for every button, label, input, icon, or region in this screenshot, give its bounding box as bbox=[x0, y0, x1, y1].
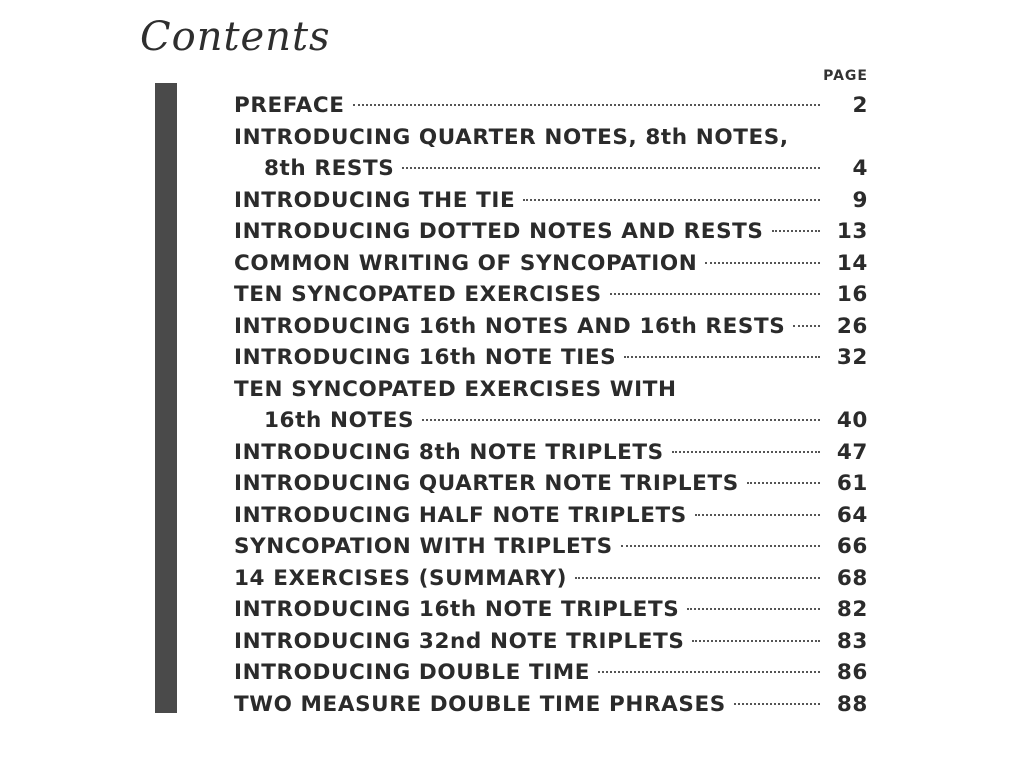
toc-page-number: 61 bbox=[836, 471, 868, 496]
toc-entry-line bbox=[234, 500, 868, 532]
toc-page-number: 9 bbox=[852, 187, 868, 213]
page-title: Contents bbox=[140, 14, 331, 60]
toc-page-number: 68 bbox=[836, 565, 868, 591]
toc-page-number: 16 bbox=[836, 282, 868, 307]
dot-leader bbox=[687, 608, 820, 610]
toc-entry bbox=[234, 374, 868, 437]
toc-entry-line bbox=[234, 405, 868, 437]
toc-entry-line bbox=[234, 563, 868, 595]
dot-leader bbox=[621, 545, 820, 547]
toc-entry-line bbox=[234, 689, 868, 721]
toc-entry bbox=[234, 216, 868, 248]
toc-page-number: 40 bbox=[836, 408, 868, 433]
toc-entry-line bbox=[234, 248, 868, 280]
toc-entry-line bbox=[234, 594, 868, 626]
toc-entry-line bbox=[234, 90, 868, 122]
toc-page-number: 82 bbox=[836, 597, 868, 622]
toc-entry-title: INTRODUCING DOTTED NOTES AND RESTS bbox=[234, 219, 764, 244]
toc-entry-title: INTRODUCING QUARTER NOTES, 8th NOTES, bbox=[234, 124, 789, 150]
toc-entry-title: 14 EXERCISES (SUMMARY) bbox=[234, 565, 568, 591]
toc-entry bbox=[234, 468, 868, 500]
toc-entry-title: PREFACE bbox=[234, 93, 345, 118]
table-of-contents bbox=[234, 90, 868, 720]
toc-entry-line bbox=[234, 153, 868, 185]
toc-entry bbox=[234, 500, 868, 532]
toc-entry-line bbox=[234, 279, 868, 311]
toc-entry-line bbox=[234, 468, 868, 500]
dot-leader bbox=[598, 671, 820, 673]
dot-leader bbox=[624, 356, 820, 358]
toc-entry-title: INTRODUCING QUARTER NOTE TRIPLETS bbox=[234, 471, 739, 496]
toc-entry bbox=[234, 185, 868, 217]
toc-entry-line bbox=[234, 185, 868, 217]
toc-entry-title: COMMON WRITING OF SYNCOPATION bbox=[234, 250, 698, 276]
toc-page-number: 14 bbox=[836, 250, 868, 276]
toc-page-number: 4 bbox=[852, 156, 868, 181]
toc-entry-title: INTRODUCING 8th NOTE TRIPLETS bbox=[234, 439, 664, 465]
toc-entry-title: INTRODUCING DOUBLE TIME bbox=[234, 660, 591, 685]
decorative-side-bar bbox=[155, 83, 177, 713]
dot-leader bbox=[523, 199, 820, 201]
toc-entry-line bbox=[234, 437, 868, 469]
toc-entry-title: TEN SYNCOPATED EXERCISES WITH bbox=[234, 376, 677, 402]
toc-entry-title: INTRODUCING HALF NOTE TRIPLETS bbox=[234, 502, 687, 528]
toc-entry-line bbox=[234, 626, 868, 658]
toc-entry-line bbox=[234, 657, 868, 689]
toc-entry-line bbox=[234, 311, 868, 343]
toc-page-number: 2 bbox=[852, 93, 868, 118]
dot-leader bbox=[402, 167, 820, 169]
page-column-label: PAGE bbox=[823, 68, 868, 84]
toc-entry-line bbox=[234, 342, 868, 374]
toc-entry-title: INTRODUCING 16th NOTE TRIPLETS bbox=[234, 597, 680, 622]
toc-entry bbox=[234, 531, 868, 563]
toc-page-number: 83 bbox=[836, 628, 868, 654]
toc-entry-title: INTRODUCING 16th NOTES AND 16th RESTS bbox=[234, 313, 786, 339]
toc-entry-title: INTRODUCING 16th NOTE TIES bbox=[234, 345, 617, 370]
toc-page-number: 64 bbox=[836, 502, 868, 528]
dot-leader bbox=[610, 293, 820, 295]
toc-entry-title: SYNCOPATION WITH TRIPLETS bbox=[234, 534, 613, 559]
toc-entry-title: TEN SYNCOPATED EXERCISES bbox=[234, 282, 602, 307]
toc-entry-title: INTRODUCING THE TIE bbox=[234, 187, 516, 213]
dot-leader bbox=[793, 325, 820, 327]
toc-entry-title: INTRODUCING 32nd NOTE TRIPLETS bbox=[234, 628, 685, 654]
toc-entry bbox=[234, 122, 868, 185]
toc-page-number: 13 bbox=[836, 219, 868, 244]
toc-entry bbox=[234, 594, 868, 626]
toc-entry bbox=[234, 90, 868, 122]
toc-page-number: 32 bbox=[836, 345, 868, 370]
toc-entry-title: 16th NOTES bbox=[264, 408, 415, 433]
toc-entry bbox=[234, 311, 868, 343]
dot-leader bbox=[692, 640, 820, 642]
toc-entry bbox=[234, 248, 868, 280]
toc-entry bbox=[234, 279, 868, 311]
toc-entry bbox=[234, 657, 868, 689]
toc-entry bbox=[234, 626, 868, 658]
dot-leader bbox=[575, 577, 820, 579]
toc-entry-line bbox=[234, 216, 868, 248]
toc-entry-line bbox=[234, 374, 868, 406]
toc-entry bbox=[234, 342, 868, 374]
toc-entry bbox=[234, 563, 868, 595]
toc-entry bbox=[234, 689, 868, 721]
toc-entry bbox=[234, 437, 868, 469]
dot-leader bbox=[747, 482, 820, 484]
toc-page-number: 66 bbox=[836, 534, 868, 559]
dot-leader bbox=[695, 514, 820, 516]
dot-leader bbox=[422, 419, 820, 421]
toc-page-number: 26 bbox=[836, 313, 868, 339]
toc-entry-title: 8th RESTS bbox=[264, 156, 395, 181]
toc-page-number: 86 bbox=[836, 660, 868, 685]
dot-leader bbox=[772, 230, 820, 232]
dot-leader bbox=[705, 262, 820, 264]
dot-leader bbox=[353, 104, 820, 106]
toc-entry-title: TWO MEASURE DOUBLE TIME PHRASES bbox=[234, 691, 726, 717]
toc-page-number: 47 bbox=[836, 439, 868, 465]
toc-page-number: 88 bbox=[836, 691, 868, 717]
toc-entry-line bbox=[234, 531, 868, 563]
dot-leader bbox=[672, 451, 820, 453]
toc-entry-line bbox=[234, 122, 868, 154]
dot-leader bbox=[734, 703, 820, 705]
